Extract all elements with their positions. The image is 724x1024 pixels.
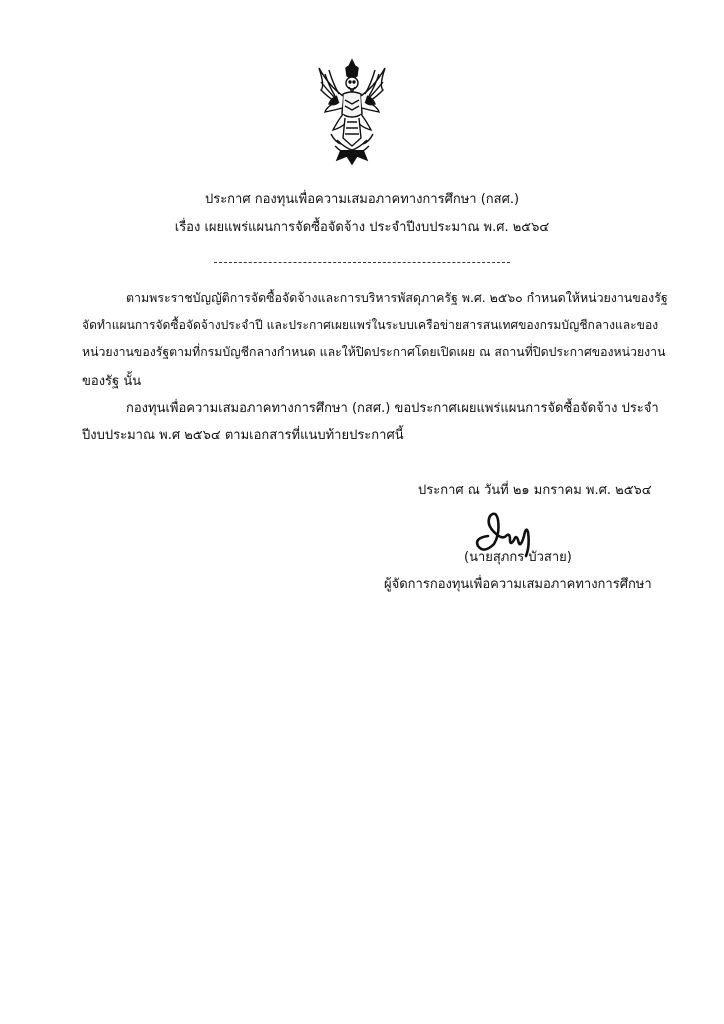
- signer-title: ผู้จัดการกองทุนเพื่อความเสมอภาคทางการศึกษา: [384, 577, 652, 592]
- body-paragraph-1-line-3: หน่วยงานของรัฐตามที่กรมบัญชีกลางกำหนด และให้ปิดประกาศโดยเปิดเผย ณ สถานที่ปิดประกาศของหน่วยงาน: [82, 345, 666, 359]
- announcement-subject: เรื่อง เผยแพร่แผนการจัดซื้อจัดจ้าง ประจำปีงบประมาณ พ.ศ. ๒๕๖๔: [174, 220, 550, 235]
- body-paragraph-1-line-4: ของรัฐ นั้น: [82, 374, 142, 389]
- body-paragraph-2-line-2: ปีงบประมาณ พ.ศ ๒๕๖๔ ตามเอกสารที่แนบท้ายประกาศนี้: [82, 428, 404, 443]
- body-paragraph-2-line-1: กองทุนเพื่อความเสมอภาคทางการศึกษา (กสศ.) ขอประกาศเผยแพร่แผนการจัดซื้อจัดจ้าง ประจำ: [126, 401, 659, 416]
- body-paragraph-1-line-1: ตามพระราชบัญญัติการจัดซื้อจัดจ้างและการบริหารพัสดุภาครัฐ พ.ศ. ๒๕๖๐ กำหนดให้หน่วยงานของรัฐ: [126, 290, 668, 305]
- signer-name: (นายสุภกร บัวสาย): [464, 550, 572, 565]
- announcement-date: ประกาศ ณ วันที่ ๒๑ มกราคม พ.ศ. ๒๕๖๔: [418, 483, 652, 498]
- garuda-emblem-icon: [307, 56, 397, 168]
- announcement-title: ประกาศ กองทุนเพื่อความเสมอภาคทางการศึกษา (กสศ.): [204, 192, 520, 207]
- body-paragraph-1-line-2: จัดทำแผนการจัดซื้อจัดจ้างประจำปี และประกาศเผยแพร่ในระบบเครือข่ายสารสนเทศของกรมบัญชีกลางและของ: [82, 318, 659, 332]
- divider-line: [214, 262, 510, 263]
